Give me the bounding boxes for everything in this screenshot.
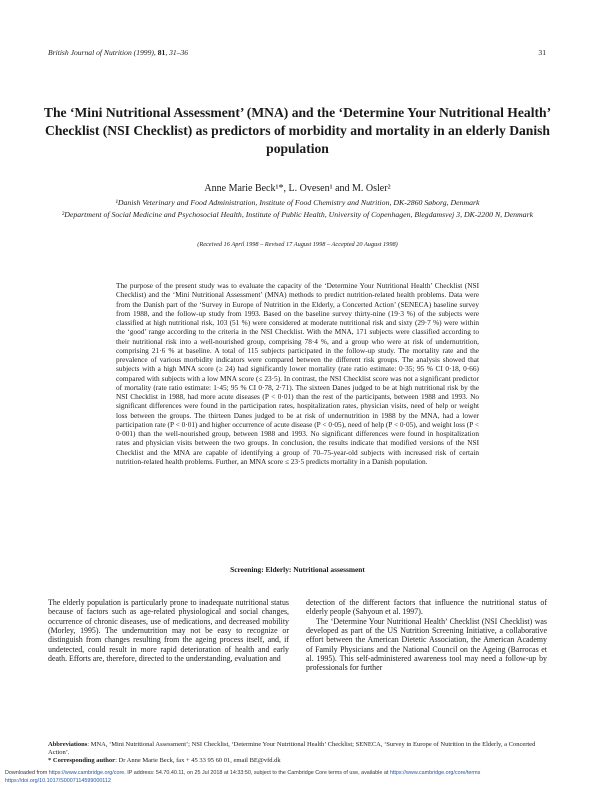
body-column-right — [306, 598, 547, 673]
body-paragraph: The ‘Determine Your Nutritional Health’ Checklist (NSI Checklist) was developed as part of the US Nutrition Screening Initiative, a collaborative effort between the American Dietetic Association, the American Academy of Family Physicians and the National Council on the Ageing (Barrocas et al. 1995). This self-administered awareness tool may need a follow-up by professionals for further — [306, 616, 547, 673]
body-column-left — [48, 598, 289, 663]
doi-link[interactable]: https://doi.org/10.1017/S0007114599000112 — [5, 778, 111, 784]
affiliation-2: ²Department of Social Medicine and Psychosocial Health, Institute of Public Health, University of Copenhagen, Blegdamsvej 3, DK-2200 N, Denmark — [61, 210, 534, 219]
terms-link[interactable]: https://www.cambridge.org/core/terms — [389, 770, 481, 776]
affiliation-1: ¹Danish Veterinary and Food Administration, Institute of Food Chemistry and Nutrition, DK-2860 Søborg, Denmark — [115, 198, 480, 207]
core-link[interactable]: https://www.cambridge.org/core — [48, 770, 125, 776]
running-header — [48, 48, 188, 57]
page-number: 31 — [538, 48, 546, 57]
received-dates: (Received 16 April 1998 – Revised 17 August 1998 – Accepted 20 August 1998) — [197, 241, 398, 248]
author-list: Anne Marie Beck¹*, L. Ovesen¹ and M. Osler² — [204, 183, 391, 194]
article-title: The ‘Mini Nutritional Assessment’ (MNA) and the ‘Determine Your Nutritional Health’ Checklist (NSI Checklist) as predictors of morbidity and mortality in an elderly Danish population — [43, 105, 552, 156]
download-notice: Downloaded from https://www.cambridge.org/core. IP address: 54.70.40.11, on 25 Jul 2018 at 14:33:50, subject to the Cambridge Core terms of use, available at https://www.cambridge.org/core/terms — [5, 770, 481, 776]
abstract: The purpose of the present study was to evaluate the capacity of the ‘Determine Your Nutritional Health’ Checklist (NSI Checklist) and the ‘Mini Nutritional Assessment’ (MNA) methods to predict nutrition-related health problems. Data were from the Danish part of the ‘Survey in Europe of Nutrition in the Elderly, a Concerted Action’ (SENECA) baseline survey from 1988, and the follow-up study from 1993. Based on the baseline survey thirty-nine (19·3 %) of the subjects were classified at high nutritional risk, 103 (51 %) were considered at moderate nutritional risk and sixty (29·7 %) were within the ‘good’ range according to the criteria in the NSI Checklist. With the MNA, 171 subjects were classified according to their nutritional risk into a well-nourished group, comprising 78·4 %, and a group who were at risk of undernutrition, comprising 21·6 % at baseline. A total of 115 subjects participated in the follow-up study. The mortality rate and the prevalence of various morbidity indicators were compared between the different risk groups. The analysis showed that subjects with a high MNA score (≥ 24) had significantly lower mortality (rate ratio estimate: 0·35; 95 % CI 0·18, 0·66) compared with subjects with a low MNA score (≤ 23·5). In contrast, the NSI Checklist score was not a significant predictor of mortality (rate ratio estimate: 1·45; 95 % CI 0·78, 2·71). The sixteen Danes judged to be at high nutritional risk by the NSI Checklist in 1988, had more acute diseases (P < 0·01) than the rest of the participants, between 1988 and 1993. No significant differences were found in the participation rates, hospitalization rates, physician visits, need of help or weight loss between the groups. The thirteen Danes judged to be at risk of undernutrition in 1988 by the MNA, had a lower participation rate (P < 0·01) and higher occurrence of acute disease (P < 0·05), need of help (P < 0·05), and weight loss (P < 0·001) than the well-nourished group, between 1988 and 1993. No significant differences were found in hospitalization rates and physician visits between the two groups. In conclusion, the results indicate that modified versions of the NSI Checklist and the MNA are capable of identifying a group of 70–75-year-old subjects with increased risk of certain nutrition-related health problems. Further, an MNA score ≤ 23·5 predicts mortality in a Danish population. — [116, 281, 479, 466]
journal-volume: 81 — [157, 48, 166, 57]
footnote-abbreviations: Abbreviations: MNA, ‘Mini Nutritional Assessment’; NSI Checklist, ‘Determine Your Nutritional Health’ Checklist; SENECA, ‘Survey in Europe of Nutrition in the Elderly, a Concerted Action’. — [48, 741, 536, 756]
footnote-corresponding: * Corresponding author: Dr Anne Marie Beck, fax + 45 33 95 60 01, email BE@vfd.dk — [48, 757, 281, 764]
journal-name: British Journal of Nutrition — [48, 48, 132, 57]
journal-year: (1999), — [133, 48, 158, 57]
body-paragraph: The elderly population is particularly prone to inadequate nutritional status because of factors such as age-related physiological and social changes, occurrence of chronic diseases, use of medications, and decreased mobility (Morley, 1995). The undernutrition may not be easy to recognize or distinguish from changes resulting from the ageing process itself, and, if undetected, could result in more rapid deterioration of health and early death. Efforts are, therefore, directed to the understanding, evaluation and — [48, 598, 289, 664]
keywords: Screening: Elderly: Nutritional assessment — [230, 565, 365, 574]
body-paragraph: detection of the different factors that influence the nutritional status of elderly people (Sahyoun et al. 1997). — [306, 598, 547, 617]
footnotes — [48, 741, 548, 765]
journal-pages: , 31–36 — [165, 48, 189, 57]
